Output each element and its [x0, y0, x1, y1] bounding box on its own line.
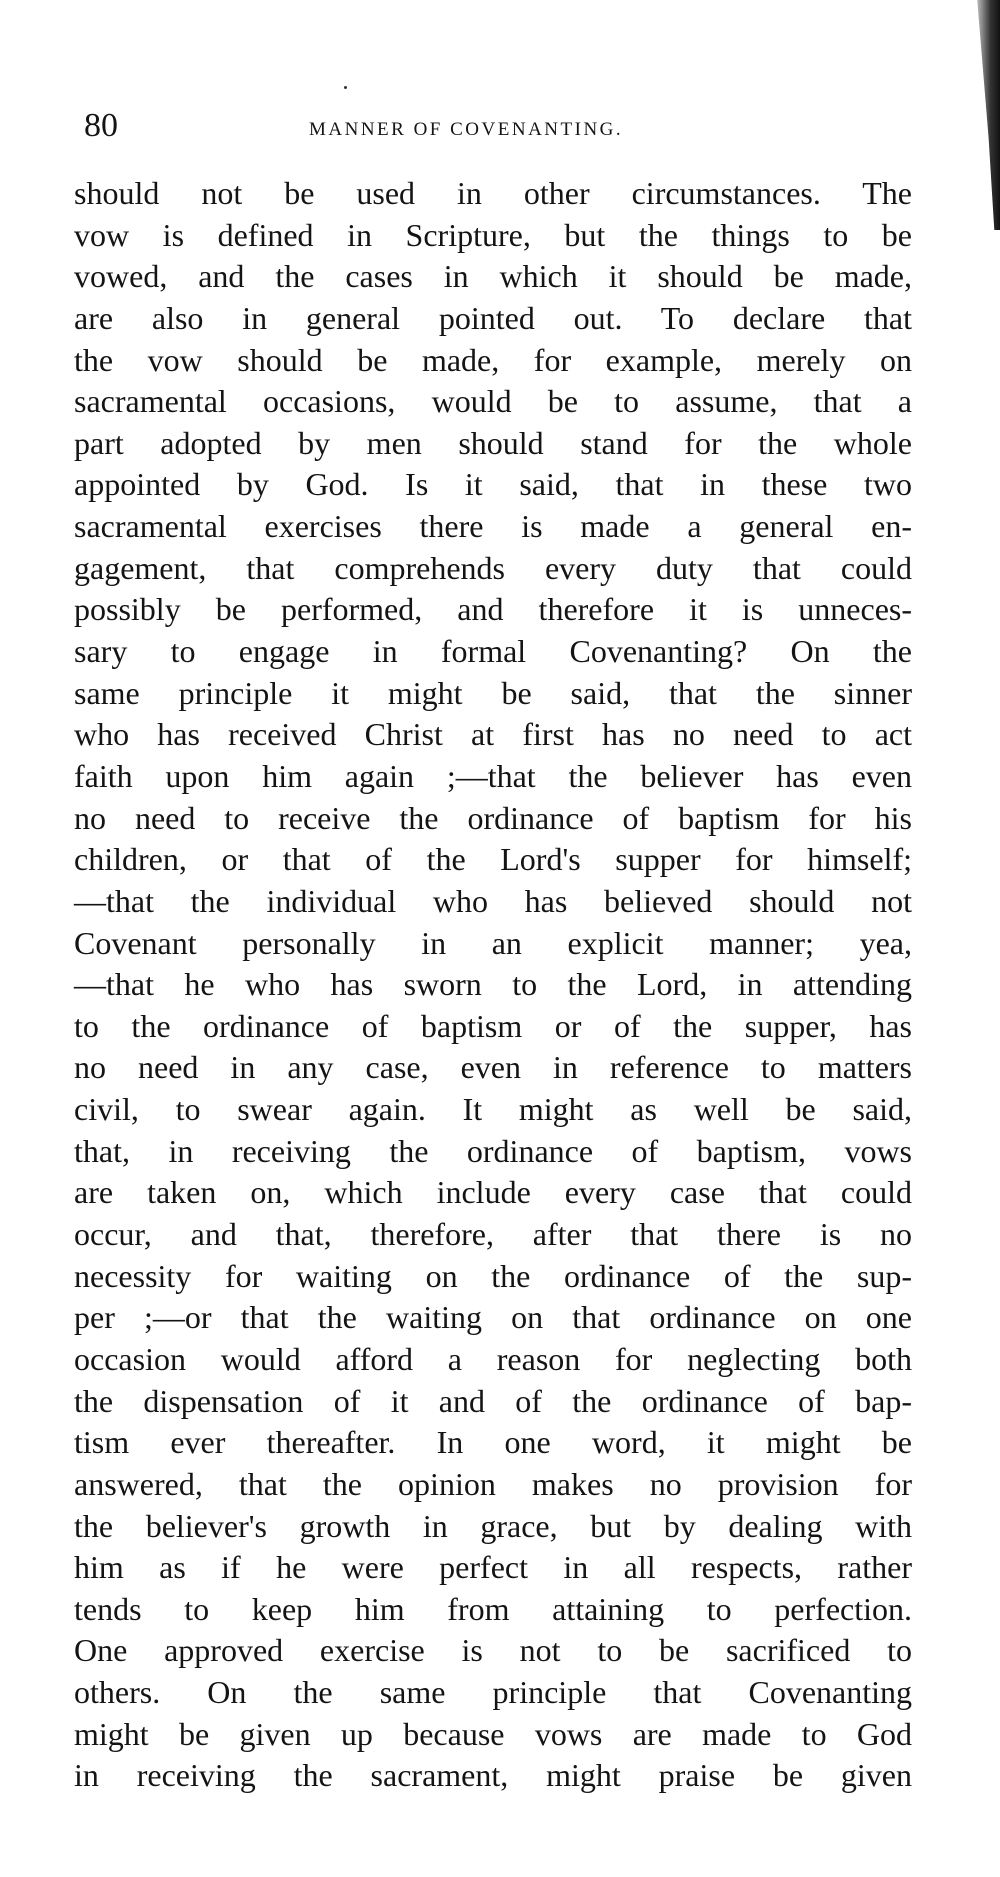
- text-line: occur, and that, therefore, after that there is no: [74, 1216, 912, 1253]
- text-line: children, or that of the Lord's supper for himself;: [74, 841, 912, 878]
- text-line: no need in any case, even in reference to matters: [74, 1049, 912, 1086]
- text-line: tism ever thereafter. In one word, it might be: [74, 1424, 912, 1461]
- text-line: sary to engage in formal Covenanting? On the: [74, 633, 912, 670]
- text-line: him as if he were perfect in all respects, rather: [74, 1549, 912, 1586]
- text-line: Covenant personally in an explicit manner; yea,: [74, 924, 912, 961]
- text-line: might be given up because vows are made to God: [74, 1715, 912, 1752]
- text-line: —that he who has sworn to the Lord, in attending: [74, 966, 912, 1003]
- text-line: the believer's growth in grace, but by dealing with: [74, 1507, 912, 1544]
- running-head: MANNER OF COVENANTING.: [309, 119, 624, 140]
- body-text: [74, 173, 912, 1797]
- text-line: appointed by God. Is it said, that in these two: [74, 466, 912, 503]
- text-line: One approved exercise is not to be sacrificed to: [74, 1632, 912, 1669]
- text-line: who has received Christ at first has no need to act: [74, 716, 912, 753]
- text-line: that, in receiving the ordinance of baptism, vows: [74, 1132, 912, 1169]
- text-line: part adopted by men should stand for the whole: [74, 424, 912, 461]
- text-line: per ;—or that the waiting on that ordinance on one: [74, 1299, 912, 1336]
- text-line: necessity for waiting on the ordinance of the sup-: [74, 1257, 912, 1294]
- text-line: are also in general pointed out. To declare that: [74, 299, 912, 336]
- text-line: —that the individual who has believed should not: [74, 882, 912, 919]
- text-line: faith upon him again ;—that the believer has even: [74, 757, 912, 794]
- text-line: others. On the same principle that Covenanting: [74, 1674, 912, 1711]
- text-line: tends to keep him from attaining to perfection.: [74, 1590, 912, 1627]
- text-line: in receiving the sacrament, might praise be given: [74, 1757, 912, 1794]
- text-line: no need to receive the ordinance of baptism for his: [74, 799, 912, 836]
- text-line: are taken on, which include every case that could: [74, 1174, 912, 1211]
- text-line: gagement, that comprehends every duty that could: [74, 549, 912, 586]
- text-line: sacramental exercises there is made a general en-: [74, 508, 912, 545]
- text-line: possibly be performed, and therefore it is unneces-: [74, 591, 912, 628]
- page-edge-shadow: [962, 0, 1000, 230]
- text-line: should not be used in other circumstances. The: [74, 175, 912, 211]
- page-header: [84, 106, 914, 156]
- text-line: occasion would afford a reason for neglecting both: [74, 1340, 912, 1377]
- ink-speck: [344, 86, 347, 89]
- text-line: answered, that the opinion makes no provision for: [74, 1465, 912, 1502]
- text-line: vowed, and the cases in which it should be made,: [74, 258, 912, 295]
- text-line: civil, to swear again. It might as well be said,: [74, 1091, 912, 1128]
- text-line: the vow should be made, for example, merely on: [74, 341, 912, 378]
- text-line: sacramental occasions, would be to assume, that a: [74, 383, 912, 420]
- text-line: to the ordinance of baptism or of the supper, has: [74, 1007, 912, 1044]
- page-number: 80: [84, 107, 118, 144]
- text-line: same principle it might be said, that the sinner: [74, 674, 912, 711]
- text-line: the dispensation of it and of the ordinance of bap-: [74, 1382, 912, 1419]
- text-line: vow is defined in Scripture, but the things to be: [74, 216, 912, 253]
